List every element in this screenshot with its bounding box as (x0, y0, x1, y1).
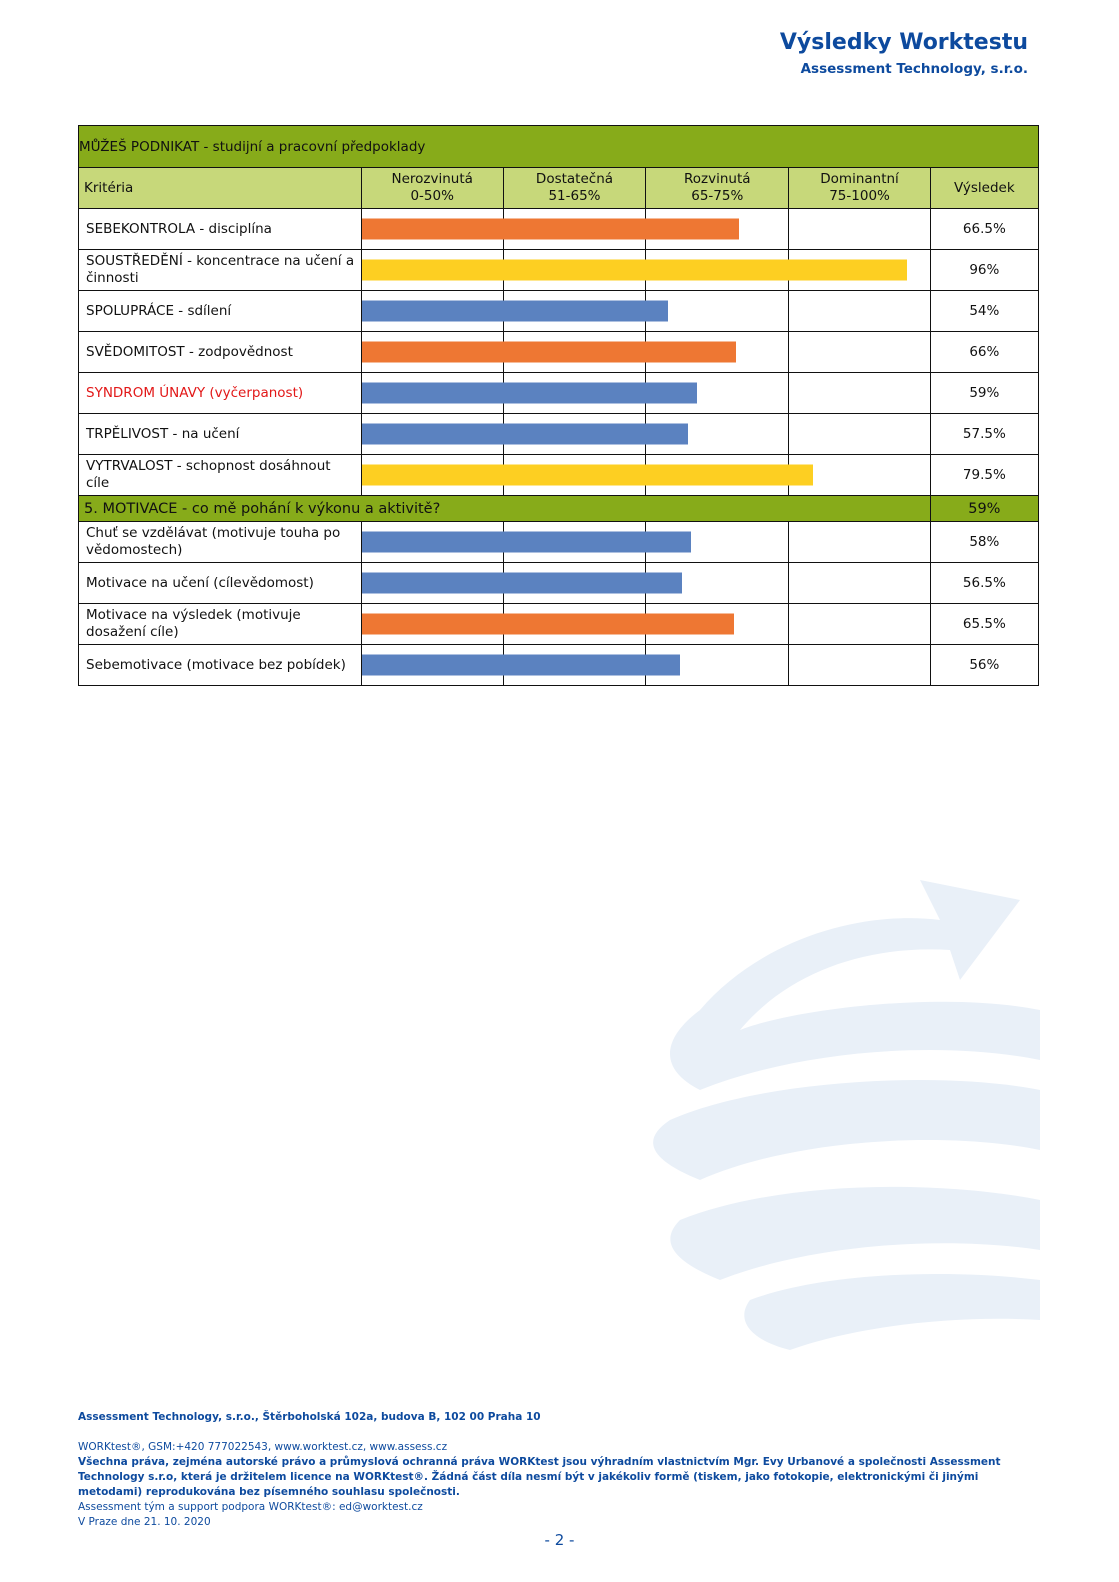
score-bar (362, 573, 683, 594)
column-range: 51-65% (548, 188, 601, 204)
criterion-label: SPOLUPRÁCE - sdílení (79, 291, 362, 332)
contact-info: WORKtest®, GSM:+420 777022543, www.worktest.cz, www.assess.cz (78, 1441, 448, 1453)
grid-cell (789, 291, 930, 332)
result-value: 56.5% (930, 563, 1038, 604)
table-row (79, 604, 1039, 645)
grid-cell (789, 332, 930, 373)
table-row (79, 373, 1039, 414)
result-header: Výsledek (930, 168, 1038, 209)
score-bar (362, 424, 689, 445)
table-row (79, 209, 1039, 250)
bar-area (361, 455, 503, 496)
bar-area (361, 604, 503, 645)
page-number: - 2 - (544, 1531, 575, 1549)
motivation-section-row (79, 496, 1039, 522)
criterion-label: SYNDROM ÚNAVY (vyčerpanost) (79, 373, 362, 414)
table-row (79, 414, 1039, 455)
score-bar (362, 260, 907, 281)
column-header-dominantni (789, 168, 930, 209)
copyright-notice: Všechna práva, zejména autorské právo a průmyslová ochranná práva WORKtest jsou výhradním vlastnictvím Mgr. Evy Urbanové a společnosti Assessment Technology s.r.o, která je držitelem licence na WORKtest®. Žádná část díla nesmí být v jakékoliv formě (tiskem, jako fotokopie, elektronickými či jinými metodami) reprodukována bez písemného souhlasu společnosti. (78, 1456, 1001, 1498)
grid-cell (789, 373, 930, 414)
bar-area (361, 563, 503, 604)
result-value: 66% (930, 332, 1038, 373)
section-header-row (79, 126, 1039, 168)
score-bar (362, 301, 669, 322)
grid-cell (789, 522, 930, 563)
column-header-row (79, 168, 1039, 209)
criterion-label: Motivace na učení (cílevědomost) (79, 563, 362, 604)
table-row (79, 645, 1039, 686)
score-bar (362, 614, 734, 635)
bar-area (361, 522, 503, 563)
result-value: 56% (930, 645, 1038, 686)
result-value: 59% (930, 373, 1038, 414)
criterion-label: Chuť se vzdělávat (motivuje touha po vědomostech) (79, 522, 362, 563)
result-value: 79.5% (930, 455, 1038, 496)
place-date: V Praze dne 21. 10. 2020 (78, 1516, 211, 1528)
score-bar (362, 532, 691, 553)
column-range: 0-50% (410, 188, 454, 204)
result-value: 54% (930, 291, 1038, 332)
bar-area (361, 414, 503, 455)
result-value: 65.5% (930, 604, 1038, 645)
column-range: 65-75% (691, 188, 744, 204)
result-value: 58% (930, 522, 1038, 563)
score-bar (362, 465, 814, 486)
score-bar (362, 655, 680, 676)
score-bar (362, 383, 697, 404)
section-title: MŮŽEŠ PODNIKAT - studijní a pracovní předpoklady (79, 126, 1039, 168)
table-row (79, 455, 1039, 496)
criterion-label: SOUSTŘEDĚNÍ - koncentrace na učení a činnosti (79, 250, 362, 291)
criteria-table (78, 125, 1039, 686)
score-bar (362, 342, 737, 363)
column-name: Nerozvinutá (391, 171, 473, 187)
motivation-title: 5. MOTIVACE - co mě pohání k výkonu a aktivitě? (79, 496, 931, 522)
company-address: Assessment Technology, s.r.o., Štěrboholská 102a, budova B, 102 00 Praha 10 (78, 1411, 541, 1423)
grid-cell (789, 645, 930, 686)
table-row (79, 250, 1039, 291)
bar-area (361, 250, 503, 291)
result-value: 57.5% (930, 414, 1038, 455)
grid-cell (789, 414, 930, 455)
column-name: Dominantní (820, 171, 899, 187)
criterion-label: SEBEKONTROLA - disciplína (79, 209, 362, 250)
column-name: Dostatečná (535, 171, 614, 187)
company-subtitle: Assessment Technology, s.r.o. (800, 61, 1028, 77)
criterion-label: SVĚDOMITOST - zodpovědnost (79, 332, 362, 373)
bar-area (361, 209, 503, 250)
score-bar (362, 219, 740, 240)
criterion-label: TRPĚLIVOST - na učení (79, 414, 362, 455)
report-title: Výsledky Worktestu (779, 30, 1028, 55)
table-row (79, 563, 1039, 604)
table-row (79, 291, 1039, 332)
arrow-watermark-icon (640, 860, 1060, 1380)
result-value: 96% (930, 250, 1038, 291)
grid-cell (789, 604, 930, 645)
column-name: Rozvinutá (683, 171, 751, 187)
table-row (79, 332, 1039, 373)
criterion-label: Motivace na výsledek (motivuje dosažení cíle) (79, 604, 362, 645)
motivation-result: 59% (930, 496, 1038, 522)
column-header-dostatecna (503, 168, 645, 209)
grid-cell (789, 209, 930, 250)
bar-area (361, 645, 503, 686)
grid-cell (789, 563, 930, 604)
bar-area (361, 373, 503, 414)
result-value: 66.5% (930, 209, 1038, 250)
criterion-label: Sebemotivace (motivace bez pobídek) (79, 645, 362, 686)
column-header-rozvinuta (646, 168, 789, 209)
criterion-label: VYTRVALOST - schopnost dosáhnout cíle (79, 455, 362, 496)
support-contact: Assessment tým a support podpora WORKtest®: ed@worktest.cz (78, 1501, 423, 1513)
column-header-nerozvinuta (361, 168, 503, 209)
criteria-header: Kritéria (79, 168, 362, 209)
table-row (79, 522, 1039, 563)
bar-area (361, 291, 503, 332)
column-range: 75-100% (829, 188, 890, 204)
bar-area (361, 332, 503, 373)
